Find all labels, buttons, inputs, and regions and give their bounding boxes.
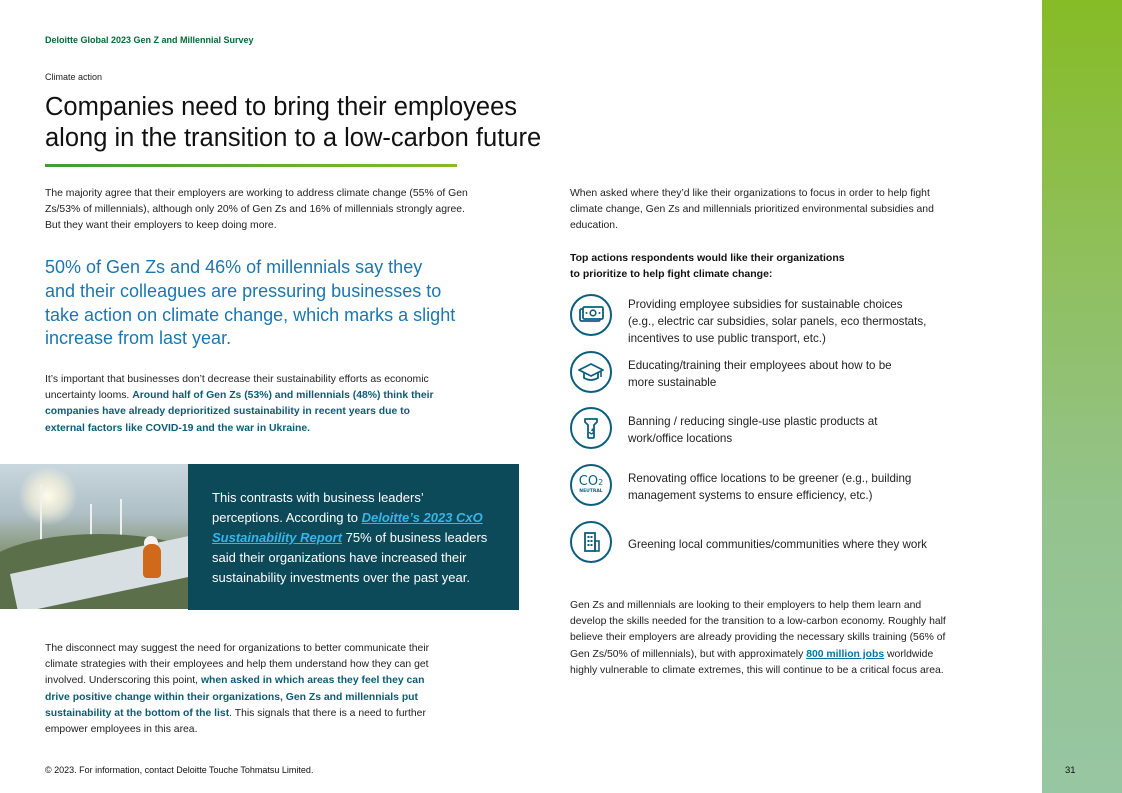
deprioritized-paragraph: It’s important that businesses don’t decrease their sustainability efforts as economic uncertainty looms. Around half of Gen Zs (53%) and millennials (48%) think their companies have already deprioritized sustainability in recent years due to external factors like COVID-19 and the war in Ukraine. — [45, 374, 434, 434]
action-item-subsidies: Providing employee subsidies for sustainable choices (e.g., electric car subsidies, solar panels, eco thermostats, incentives to use public transport, etc.) — [570, 294, 990, 340]
recycle-bag-icon — [570, 407, 612, 449]
action-item-education: Educating/training their employees about how to be more sustainable — [570, 351, 990, 397]
top-actions-heading: Top actions respondents would like their organizations to prioritize to help fight climate change: — [570, 252, 845, 280]
section-label: Climate action — [45, 72, 103, 82]
cxo-report-link[interactable]: Deloitte’s 2023 CxO — [361, 510, 483, 525]
action-item-greening-communities: Greening local communities/communities where they work — [570, 521, 990, 567]
page-number: 31 — [1065, 765, 1076, 776]
intro-paragraph: The majority agree that their employers are working to address climate change (55% of Gen Zs/53% of millennials), although only 20% of Gen Zs and 16% of millennials strongly agree. But they want their employers to keep doing more. — [45, 188, 468, 232]
building-icon — [570, 521, 612, 563]
title-underline — [45, 164, 457, 167]
footer-copyright: © 2023. For information, contact Deloitte Touche Tohmatsu Limited. — [45, 765, 314, 775]
callout-statistic: 50% of Gen Zs and 46% of millennials say they and their colleagues are pressuring businesses to take action on climate change, which marks a slight increase from last year. — [45, 257, 456, 349]
co2-neutral-icon: CO2 NEUTRAL — [570, 464, 612, 506]
page-title: Companies need to bring their employees along in the transition to a low-carbon future — [45, 93, 542, 152]
action-item-plastic-ban: Banning / reducing single-use plastic products at work/office locations — [570, 407, 990, 453]
business-leaders-callout-box: This contrasts with business leaders’ perceptions. According to Deloitte’s 2023 CxO Sustainability Report 75% of business leaders said their organizations have increased their sustainability investments over the past year. — [188, 464, 519, 610]
report-title: Deloitte Global 2023 Gen Z and Millennial Survey — [45, 35, 254, 45]
focus-intro-paragraph: When asked where they’d like their organizations to focus in order to help fight climate change, Gen Zs and millennials prioritized environmental subsidies and education. — [570, 188, 934, 232]
money-icon — [570, 294, 612, 336]
wind-turbine-worker-photo — [0, 464, 190, 609]
action-item-office-renovation: CO2 NEUTRAL Renovating office locations to be greener (e.g., building management systems to ensure efficiency, etc.) — [570, 464, 990, 510]
skills-paragraph: Gen Zs and millennials are looking to their employers to help them learn and develop the skills needed for the transition to a low-carbon economy. Roughly half believe their employers are already providing the necessary skills training (56% of Gen Zs/50% of millennials), but with approximately 800 million jobs worldwide highly vulnerable to climate extremes, this will continue to be a critical focus area. — [570, 600, 946, 676]
cxo-report-link-continued[interactable]: Sustainability Report — [212, 530, 343, 545]
disconnect-paragraph: The disconnect may suggest the need for organizations to better communicate their climate strategies with their employees and help them understand how they can get involved. Underscoring this point, when asked in which areas they feel they can drive positive change within their organizations, Gen Zs and millennials put sustainability at the bottom of the list. This signals that there is a need to further empower employees in this area. — [45, 643, 430, 736]
800-million-jobs-link[interactable]: 800 million jobs — [806, 648, 885, 660]
graduation-cap-icon — [570, 351, 612, 393]
decorative-side-band — [1042, 0, 1122, 793]
